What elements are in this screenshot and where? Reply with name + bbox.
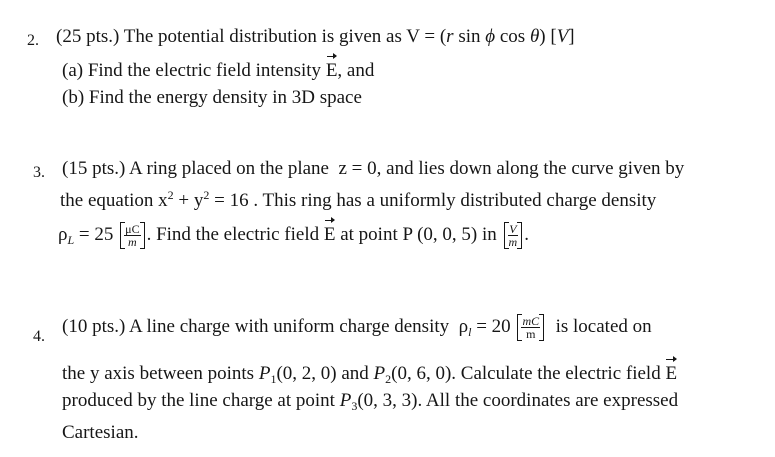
fraction-denominator: m — [526, 327, 536, 341]
problem-4-text: (0, 2, 0) and — [276, 363, 374, 384]
fraction-numerator: V — [509, 222, 517, 236]
problem-2-number: 2. — [27, 32, 39, 49]
problem-3-text: + y — [173, 190, 204, 211]
part-b-text: (b) Find the energy density in 3D space — [62, 87, 362, 108]
problem-2-text: ] — [568, 26, 575, 47]
point-p2: P — [373, 363, 386, 384]
problem-3-text: (15 pts.) A ring placed on the plane z = 0, and lies down along the curve given by — [62, 158, 685, 179]
fraction-numerator: mC — [522, 314, 540, 328]
problem-4-last-line — [62, 423, 139, 442]
problem-3-text: at point P (0, 0, 5) in — [335, 223, 502, 245]
problem-4-text: (10 pts.) A line charge with uniform charge density ρ — [62, 315, 469, 337]
problem-2-statement — [56, 27, 575, 46]
problem-3-statement — [62, 159, 684, 178]
point-p3: P — [339, 390, 352, 411]
problem-4-text: is located on — [546, 315, 652, 337]
problem-2-part-a — [62, 61, 374, 80]
problem-2-text: sin — [453, 26, 486, 47]
unit-fraction-v-per-m — [504, 223, 523, 248]
problem-4-text: (0, 6, 0). Calculate the electric field — [391, 363, 666, 384]
fraction-numerator: μC — [125, 222, 140, 236]
var-theta: θ — [529, 26, 540, 47]
var-r: r — [446, 26, 454, 47]
problem-2-text: (25 pts.) The potential distribution is given as V = ( — [56, 26, 447, 47]
vector-e: E — [665, 363, 678, 384]
rho-subscript: l — [468, 324, 472, 339]
point-p1: P — [258, 363, 271, 384]
part-a-text: (a) Find the electric field intensity — [62, 60, 326, 81]
problem-3-text: = 16 . This ring has a uniformly distributed charge density — [209, 190, 657, 211]
problem-3-text: the equation x — [60, 190, 168, 211]
rho-symbol: ρ — [58, 223, 68, 245]
problem-2-text: ) [ — [539, 26, 557, 47]
exponent: 2 — [167, 188, 174, 202]
exponent: 2 — [203, 188, 210, 202]
problem-3-text: = 25 — [74, 223, 119, 245]
rho-subscript: L — [67, 232, 75, 247]
problem-4-statement — [62, 315, 652, 340]
problem-4-text: (0, 3, 3). All the coordinates are expressed — [357, 390, 679, 411]
unit-fraction-uc-per-m — [120, 223, 144, 248]
problem-4-text: the y axis between points — [62, 363, 259, 384]
problem-2-text: cos — [495, 26, 530, 47]
problem-4-number: 4. — [33, 328, 45, 345]
problem-4-target-line — [62, 391, 678, 412]
problem-2-part-b — [62, 88, 362, 107]
problem-3-text: . Find the electric field — [146, 223, 324, 245]
var-phi: ϕ — [485, 26, 496, 47]
problem-4-text: Cartesian. — [62, 422, 139, 443]
unit-volt: V — [556, 26, 569, 47]
unit-fraction-mc-per-m — [517, 315, 544, 340]
vector-e: E — [325, 60, 338, 81]
problem-4-text: produced by the line charge at point — [62, 390, 340, 411]
problem-3-text: . — [524, 223, 529, 245]
point-subscript: 3 — [351, 399, 358, 413]
problem-3-charge-line — [58, 223, 529, 248]
fraction-denominator: m — [508, 235, 518, 249]
problem-4-points-line — [62, 364, 677, 385]
vector-e: E — [323, 223, 336, 245]
fraction-denominator: m — [128, 235, 137, 249]
part-a-text: , and — [337, 60, 375, 81]
point-subscript: 1 — [270, 372, 277, 386]
point-subscript: 2 — [385, 372, 392, 386]
problem-3-number: 3. — [33, 164, 45, 181]
problem-4-text: = 20 — [471, 315, 516, 337]
problem-3-equation-line — [60, 189, 656, 210]
